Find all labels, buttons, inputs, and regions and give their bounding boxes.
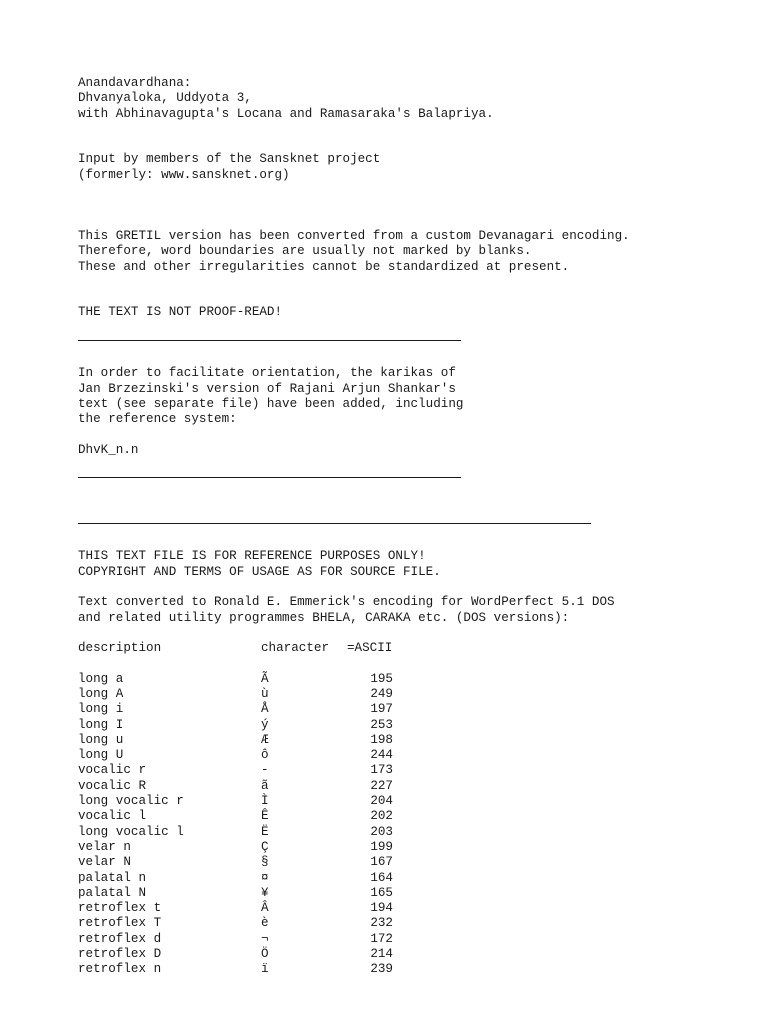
conversion-note-line: This GRETIL version has been converted from a custom Devanagari encoding. — [78, 228, 630, 243]
table-row — [78, 886, 748, 901]
table-row — [78, 825, 748, 840]
row-description: velar n — [78, 839, 131, 854]
column-header-description: description — [78, 641, 162, 656]
row-ascii-code: 164 — [370, 870, 393, 885]
table-row — [78, 672, 748, 687]
row-description: vocalic l — [78, 809, 147, 824]
encoding-note-line: Text converted to Ronald E. Emmerick's encoding for WordPerfect 5.1 DOS — [78, 595, 615, 610]
row-character: Ç — [261, 839, 269, 854]
row-description: long vocalic l — [78, 824, 184, 839]
row-ascii-code: 199 — [370, 839, 393, 854]
credits-block — [78, 152, 748, 183]
row-description: long A — [78, 686, 124, 701]
row-description: vocalic R — [78, 778, 147, 793]
credits-line: (formerly: www.sansknet.org) — [78, 167, 290, 182]
orientation-note-line: In order to facilitate orientation, the karikas of — [78, 366, 456, 381]
commentary-line: with Abhinavagupta's Locana and Ramasaraka's Balapriya. — [78, 106, 494, 121]
row-character: Â — [261, 901, 269, 916]
conversion-note-block — [78, 229, 748, 275]
reference-notice-block — [78, 549, 748, 580]
table-row — [78, 916, 748, 931]
row-ascii-code: 194 — [370, 901, 393, 916]
author-line: Anandavardhana: — [78, 76, 192, 90]
credits-line: Input by members of the Sansknet project — [78, 152, 381, 167]
row-character: ã — [261, 778, 269, 793]
conversion-note-line: These and other irregularities cannot be standardized at present. — [78, 259, 570, 274]
column-header-character: character — [261, 641, 330, 656]
row-character: Å — [261, 702, 269, 717]
row-ascii-code: 244 — [370, 748, 393, 763]
row-description: long vocalic r — [78, 794, 184, 809]
table-row — [78, 779, 748, 794]
row-ascii-code: 227 — [370, 778, 393, 793]
proof-notice: THE TEXT IS NOT PROOF-READ! — [78, 305, 283, 320]
row-character: ï — [261, 962, 269, 977]
row-ascii-code: 173 — [370, 763, 393, 778]
reference-notice-line: COPYRIGHT AND TERMS OF USAGE AS FOR SOURCE FILE. — [78, 564, 441, 579]
row-character: ù — [261, 686, 269, 701]
row-description: retroflex T — [78, 916, 162, 931]
row-ascii-code: 167 — [370, 855, 393, 870]
row-ascii-code: 198 — [370, 732, 393, 747]
row-character: Æ — [261, 732, 269, 747]
table-row — [78, 733, 748, 748]
table-row — [78, 794, 748, 809]
orientation-note-block — [78, 366, 748, 458]
reference-system-code: DhvK_n.n — [78, 442, 139, 457]
column-header-ascii: =ASCII — [347, 641, 393, 656]
table-row — [78, 748, 748, 763]
conversion-note-line: Therefore, word boundaries are usually not marked by blanks. — [78, 244, 532, 259]
row-ascii-code: 253 — [370, 717, 393, 732]
row-description: vocalic r — [78, 763, 147, 778]
table-row — [78, 809, 748, 824]
table-row — [78, 855, 748, 870]
row-character: Ì — [261, 794, 269, 809]
row-character: ô — [261, 748, 269, 763]
row-character: § — [261, 855, 269, 870]
row-character: Ë — [261, 824, 269, 839]
encoding-table — [78, 672, 748, 978]
row-ascii-code: 239 — [370, 962, 393, 977]
orientation-note-line: the reference system: — [78, 412, 237, 427]
table-row — [78, 687, 748, 702]
header-block — [78, 76, 748, 122]
row-ascii-code: 165 — [370, 885, 393, 900]
row-character: ¬ — [261, 931, 269, 946]
row-character: Ê — [261, 809, 269, 824]
table-row — [78, 962, 748, 977]
table-row — [78, 763, 748, 778]
row-ascii-code: 214 — [370, 947, 393, 962]
row-ascii-code: 249 — [370, 686, 393, 701]
work-title-line: Dhvanyaloka, Uddyota 3, — [78, 91, 252, 106]
row-character: ý — [261, 717, 269, 732]
encoding-note-line: and related utility programmes BHELA, CARAKA etc. (DOS versions): — [78, 610, 570, 625]
row-character: - — [261, 763, 269, 778]
row-character: Ö — [261, 947, 269, 962]
row-description: retroflex t — [78, 901, 162, 916]
encoding-note-block — [78, 595, 748, 626]
row-ascii-code: 195 — [370, 671, 393, 686]
row-character: ¥ — [261, 885, 269, 900]
row-description: long a — [78, 671, 124, 686]
row-description: long u — [78, 732, 124, 747]
table-row — [78, 840, 748, 855]
table-row — [78, 947, 748, 962]
orientation-note-line: Jan Brzezinski's version of Rajani Arjun Shankar's — [78, 381, 456, 396]
row-character: Ã — [261, 671, 269, 686]
row-ascii-code: 172 — [370, 931, 393, 946]
row-description: velar N — [78, 855, 131, 870]
table-row — [78, 871, 748, 886]
row-description: palatal n — [78, 870, 147, 885]
orientation-note-line: text (see separate file) have been added, including — [78, 396, 464, 411]
row-description: retroflex D — [78, 947, 162, 962]
row-description: retroflex n — [78, 962, 162, 977]
row-description: long I — [78, 717, 124, 732]
row-character: è — [261, 916, 269, 931]
table-row — [78, 702, 748, 717]
row-description: retroflex d — [78, 931, 162, 946]
row-ascii-code: 232 — [370, 916, 393, 931]
row-ascii-code: 202 — [370, 809, 393, 824]
table-row — [78, 932, 748, 947]
document-page — [78, 76, 748, 978]
row-ascii-code: 203 — [370, 824, 393, 839]
row-description: long U — [78, 748, 124, 763]
row-character: ¤ — [261, 870, 269, 885]
row-description: long i — [78, 702, 124, 717]
row-description: palatal N — [78, 885, 147, 900]
reference-notice-line: THIS TEXT FILE IS FOR REFERENCE PURPOSES ONLY! — [78, 549, 426, 564]
table-row — [78, 901, 748, 916]
row-ascii-code: 204 — [370, 794, 393, 809]
row-ascii-code: 197 — [370, 702, 393, 717]
table-row — [78, 718, 748, 733]
encoding-table-header — [78, 641, 748, 656]
